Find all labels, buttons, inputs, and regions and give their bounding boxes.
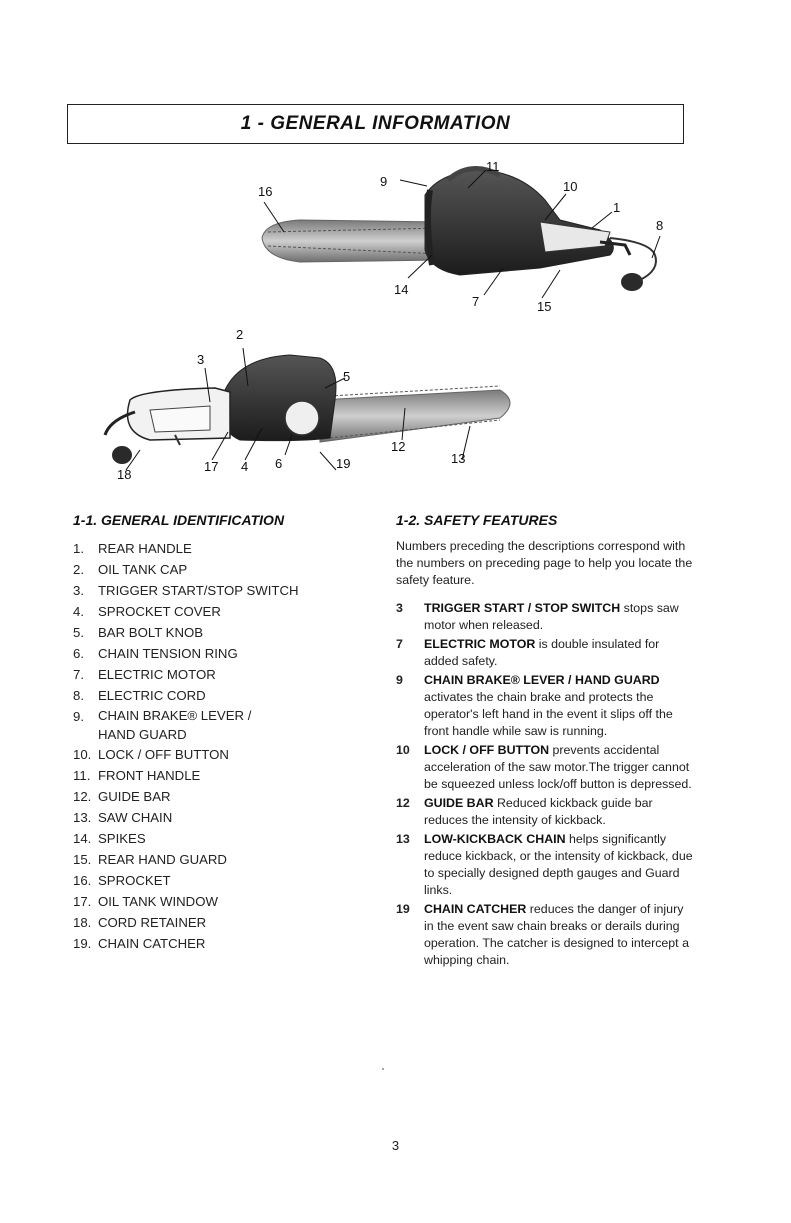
item-number: 3. [73,583,84,598]
item-label: SPROCKET COVER [98,604,221,619]
item-number: 13. [73,810,92,825]
list-item [73,849,373,870]
item-number: 5. [73,625,84,640]
feature-description [424,831,696,899]
item-label: SPIKES [98,831,146,846]
callout-1: 1 [613,200,621,215]
feature-text: Reduced kickback guide bar reduces the intensity of kickback. [424,796,653,827]
item-label: GUIDE BAR [98,789,171,804]
feature-description [424,600,696,634]
feature-title: LOCK / OFF BUTTON [424,743,550,757]
feature-description [424,636,696,670]
item-number: 15. [73,852,92,867]
list-item [396,831,696,899]
item-label: OIL TANK WINDOW [98,894,218,909]
feature-title: TRIGGER START / STOP SWITCH [424,601,621,615]
list-item [396,600,696,634]
item-number: 6. [73,646,84,661]
list-item [73,706,373,744]
item-label: SPROCKET [98,873,171,888]
item-label: ELECTRIC CORD [98,688,206,703]
section-title: 1 - GENERAL INFORMATION [240,113,511,134]
callout-5: 5 [343,369,351,384]
item-number: 10. [73,747,92,762]
callout-2: 2 [236,327,244,342]
general-identification-section [73,512,373,954]
item-number: 1. [73,541,84,556]
feature-description [424,742,696,793]
feature-description [424,672,696,740]
feature-description [424,901,696,969]
callout-8: 8 [656,218,664,233]
list-item [396,901,696,969]
item-number: 4. [73,604,84,619]
feature-number: 3 [396,601,403,615]
feature-number: 9 [396,673,403,687]
callout-6: 6 [275,456,283,471]
item-label: TRIGGER START/STOP SWITCH [98,583,299,598]
feature-title: ELECTRIC MOTOR [424,637,536,651]
callout-18: 18 [117,467,132,482]
feature-title: GUIDE BAR [424,796,494,810]
list-item [73,765,373,786]
item-number: 9. [73,709,84,724]
callout-7: 7 [472,294,480,309]
callout-13: 13 [451,451,466,466]
list-item [73,828,373,849]
list-item [73,601,373,622]
feature-number: 12 [396,796,410,810]
safety-intro-paragraph: Numbers preceding the descriptions correspond with the numbers on preceding page to help you locate the safety feature. [396,539,693,587]
feature-number: 7 [396,637,403,651]
feature-description [424,795,696,829]
list-item [73,786,373,807]
item-label: CHAIN TENSION RING [98,646,238,661]
item-label: REAR HANDLE [98,541,192,556]
item-label: CORD RETAINER [98,915,207,930]
safety-features-section [396,512,696,971]
item-number: 18. [73,915,92,930]
feature-number: 19 [396,902,410,916]
feature-number: 13 [396,832,410,846]
safety-feature-list [396,600,696,969]
item-number: 17. [73,894,92,909]
list-item [73,643,373,664]
item-label: SAW CHAIN [98,810,173,825]
list-item [73,580,373,601]
callout-11: 11 [486,159,500,174]
feature-text: activates the chain brake and protects the operator's left hand in the event it slips off the front handle while saw is running. [424,690,673,738]
item-number: 16. [73,873,92,888]
callout-9: 9 [380,174,388,189]
callout-16: 16 [258,184,273,199]
item-label: REAR HAND GUARD [98,852,227,867]
feature-text: stops saw motor when released. [424,601,679,632]
feature-text: prevents accidental acceleration of the saw motor.The trigger cannot be squeezed unless lock/off button is depressed. [424,743,692,791]
item-number: 8. [73,688,84,703]
callout-10: 10 [563,179,578,194]
feature-title: LOW-KICKBACK CHAIN [424,832,566,846]
callout-12: 12 [391,439,406,454]
stray-mark [382,1068,384,1070]
feature-text: is double insulated for added safety. [424,637,660,668]
chainsaw-top-view [262,169,656,291]
item-label: FRONT HANDLE [98,768,201,783]
callout-17: 17 [204,459,219,474]
item-number: 11. [73,768,91,783]
list-item [396,795,696,829]
list-item [73,912,373,933]
feature-number: 10 [396,743,410,757]
list-item [73,744,373,765]
list-item [73,933,373,954]
chainsaw-side-view [105,355,510,464]
callout-19: 19 [336,456,351,471]
list-item [396,742,696,793]
item-number: 7. [73,667,84,682]
list-item [396,636,696,670]
feature-text: reduces the danger of injury in the event saw chain breaks or derails during operation. The catcher is designed to intercept a whipping chain. [424,902,689,967]
list-item [73,622,373,643]
item-number: 19. [73,936,92,951]
item-label: ELECTRIC MOTOR [98,667,216,682]
feature-title: CHAIN CATCHER [424,902,527,916]
callout-15: 15 [537,299,552,314]
identification-list [73,538,373,954]
callout-4: 4 [241,459,249,474]
list-item [396,672,696,740]
item-number: 14. [73,831,92,846]
callout-3: 3 [197,352,205,367]
item-label: OIL TANK CAP [98,562,188,577]
safety-features-heading: 1-2. SAFETY FEATURES [396,512,558,528]
item-label: LOCK / OFF BUTTON [98,747,229,762]
general-identification-heading: 1-1. GENERAL IDENTIFICATION [73,512,285,528]
section-header-box [67,104,684,144]
list-item [73,891,373,912]
list-item [73,685,373,706]
list-item [73,664,373,685]
callout-14: 14 [394,282,409,297]
item-label: CHAIN BRAKE® LEVER / HAND GUARD [98,708,252,742]
list-item [73,807,373,828]
item-number: 2. [73,562,84,577]
item-label: BAR BOLT KNOB [98,625,204,640]
list-item [73,870,373,891]
chainsaw-illustration [0,150,791,490]
item-label: CHAIN CATCHER [98,936,206,951]
list-item [73,559,373,580]
feature-title: CHAIN BRAKE® LEVER / HAND GUARD [424,673,660,687]
list-item [73,538,373,559]
item-number: 12. [73,789,92,804]
page-number: 3 [391,1138,400,1153]
feature-text: helps significantly reduce kickback, or the intensity of kickback, due to specially designed depth gauges and Guard links. [424,832,693,897]
